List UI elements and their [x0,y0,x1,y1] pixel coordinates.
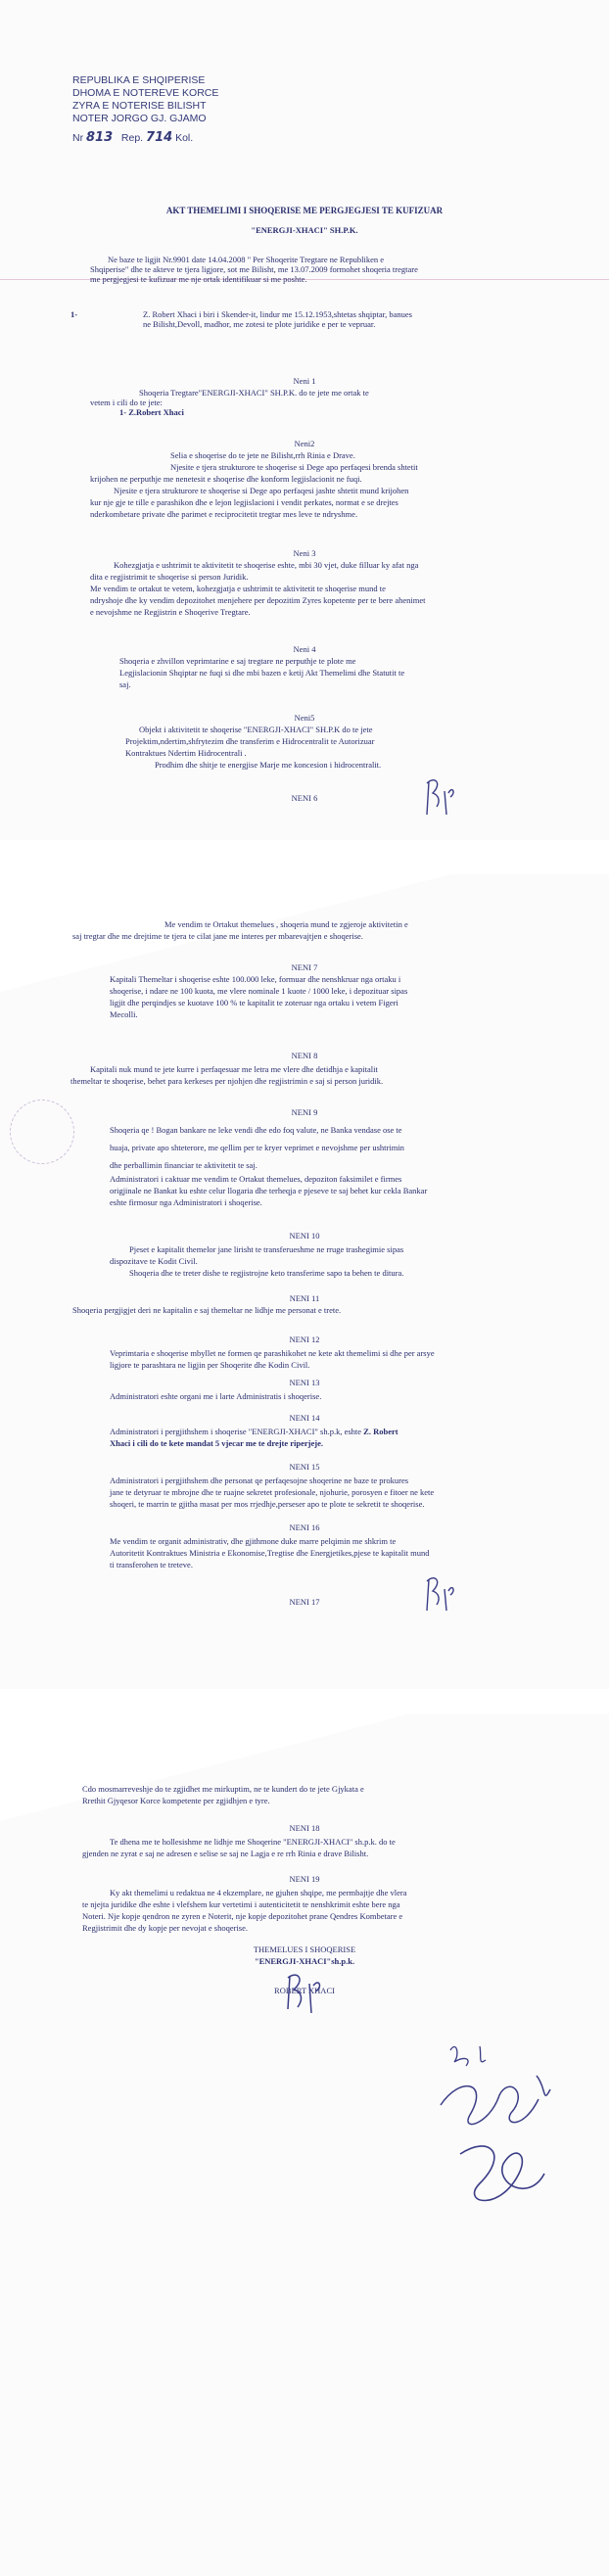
neni-10-line-3: Shoqeria dhe te treter dishe te regjistrojne keto transferime sapo ta behen te ditura. [129,1268,404,1278]
neni-14-line-1 [110,1427,398,1436]
notary-header [72,74,218,145]
neni-18-line-2: gjenden ne zyrat e saj ne adresen e selise se saj ne Lagja e re rrh Rinia e drave Bilisht. [82,1849,369,1858]
neni-2-line-1: Selia e shoqerise do te jete ne Bilisht,rrh Rinia e Drave. [170,450,355,460]
neni-4-line-2: Legjislacionin Shqiptar ne fuqi si dhe mbi bazen e ketij Akt Themelimi dhe Statutit te [119,668,405,678]
document-page-1 [0,0,609,840]
neni-3-heading: Neni 3 [293,548,316,558]
partner-line-2: ne Bilisht,Devoll, madhor, me zotesi te plote juridike e per te vepruar. [143,319,376,329]
initials-signature-icon [421,772,460,820]
neni-13-line-1: Administratori eshte organi me i larte Administratis i shoqerise. [110,1391,322,1401]
neni-10-heading: NENI 10 [289,1231,320,1241]
nr-value: 813 [86,130,114,145]
neni-14-line-2: Xhaci i cili do te kete mandat 5 vjecar me te drejte riperjeje. [110,1438,324,1448]
neni-1-partner: 1- Z.Robert Xhaci [119,407,184,417]
neni-18-heading: NENI 18 [289,1823,320,1833]
founder-company: "ENERGJI-XHACI"sh.p.k. [254,1956,355,1966]
neni-12-heading: NENI 12 [289,1335,320,1344]
neni-8-line-1: Kapitali nuk mund te jete kurre i perfaqesuar me letra me vlere dhe detidhja e kapitalit [90,1064,378,1074]
neni-5-line-3: Kontraktues Ndertim Hidrocentrali . [125,748,247,758]
neni-16-line-1: Me vendim te organit administrativ, dhe gjithmone duke marre pelqimin me shkrim te [110,1536,397,1546]
neni-5-heading: Neni5 [294,713,315,723]
neni-5-line-4: Prodhim dhe shitje te energjise Marje me koncesion i hidrocentralit. [155,760,382,770]
page-title: AKT THEMELIMI I SHOQERISE ME PERGJEGJESI TE KUFIZUAR [165,206,444,215]
p3-top-line-1: Cdo mosmarreveshje do te zgjidhet me mirkuptim, ne te kundert do te jete Gjykata e [82,1784,364,1794]
neni-10-line-1: Pjeset e kapitalit themelor jane lirisht te transferueshme ne rruge trashegimie sipas [129,1244,404,1254]
neni-19-line-2: te njejta juridike dhe eshte i vlefshem kur vertetimi i autenticitetit te nenshkrimit eshte bere nga [82,1899,400,1909]
neni-10-line-2: dispozitave te Kodit Civil. [110,1256,198,1266]
founder-signature-icon [280,1970,329,2017]
partner-number: 1- [70,309,78,319]
neni-2-line-4: Njesite e tjera strukturore te shoqerise si Dege apo perfaqesi jashte shtetit mund krijohen [114,486,409,495]
neni-14-heading: NENI 14 [289,1413,320,1423]
header-line-4: NOTER JORGO GJ. GJAMO [72,113,207,124]
neni-7-line-2: shoqerise, i ndare ne 100 kuota, me vlere nominale 1 kuote / 1000 leke, i depozituar sipas [110,986,408,996]
neni-6-heading: NENI 6 [291,793,318,803]
neni-9-line-5: origjinale ne Bankat ku eshte celur llogaria dhe terheqja e pjeseve te saj behet kur cekla Bankar [110,1186,428,1195]
nr-label: Nr [72,132,84,144]
intro-line-3: me pergjegjesi te kufizuar me nje ortak identifikuar si me poshte. [90,274,307,284]
p3-top-line-2: Rrethit Gjyqesor Korce kompetente per zgjidhjen e tyre. [82,1796,270,1805]
neni-19-heading: NENI 19 [289,1874,320,1884]
neni-11-heading: NENI 11 [289,1293,320,1303]
document-page-2 [0,874,609,1689]
neni-9-line-4: Administratori i caktuar me vendim te Ortakut themelues, depoziton faksimilet e firmes [110,1174,402,1184]
neni-1-line-1: Shoqeria Tregtare"ENERGJI-XHACI" SH.P.K. do te jete me ortak te [139,388,369,398]
neni-8-line-2: themeltar te shoqerise, behet para kerkeses per njohjen dhe regjistrimin e saj si person juridik. [70,1076,384,1086]
intro-line-2: Shqiperise" dhe te akteve te tjera ligjore, sot me Bilisht, me 13.07.2009 formohet shoqeria tregtare [90,264,418,274]
neni-18-line-1: Te dhena me te hollesishme ne lidhje me Shoqerine "ENERGJI-XHACI" sh.p.k. do te [110,1837,396,1847]
neni-15-line-3: shoqeri, te marrin te gjitha masat per mos rrjedhje,perseser apo te plote te sekretit te shoqerise. [110,1499,425,1509]
neni-2-line-6: nderkombetare private dhe parimet e reciprocitetit tregtar mes leve te ndryshme. [90,509,358,519]
neni-15-line-2: jane te detyruar te mbrojne dhe te ruajne sekretet profesionale, njohurie, porosyen e fitoer ne kete [110,1487,435,1497]
neni-2-line-2: Njesite e tjera strukturore te shoqerise si Dege apo perfaqesi brenda shtetit [170,462,418,472]
neni-17-heading: NENI 17 [289,1597,320,1607]
header-line-2: DHOMA E NOTEREVE KORCE [72,87,219,99]
neni-13-heading: NENI 13 [289,1378,320,1387]
neni-8-heading: NENI 8 [291,1051,318,1060]
p2-top-line-2: saj tregtar dhe me drejtime te tjera te cilat jane me interes per mbarevajtjen e shoqerise. [72,931,363,941]
neni-19-line-3: Noteri. Nje kopje qendron ne zyren e Noterit, nje kopje depozitohet prane Qendres Kombetare e [82,1911,403,1921]
neni-4-heading: Neni 4 [293,644,316,654]
neni-3-line-2: dita e regjistrimit te shoqerise si person Juridik. [90,572,249,582]
kol-label: Kol. [175,132,194,144]
neni-16-line-2: Autoritetit Kontraktues Ministria e Ekonomise,Tregtise dhe Energjetikes,pjese te kapitalit mund [110,1548,430,1558]
header-line-3: ZYRA E NOTERISE BILISHT [72,100,207,112]
neni-19-line-4: Regjistrimit dhe dy kopje per nevojat e shoqerise. [82,1923,249,1933]
neni-3-line-4: ndryshoje dhe ky vendim depozitohet menjehere per depozitim Zyres kopetente per te bere ahenimet [90,595,426,605]
neni-9-line-1: Shoqeria qe ! Bogan bankare ne leke vendi dhe edo foq valute, ne Banka vendase ose te [110,1125,402,1135]
neni-7-line-4: Mecolli. [110,1009,138,1019]
neni-4-line-1: Shoqeria e zhvillon veprimtarine e saj tregtare ne perputhje te plote me [119,656,356,666]
founder-name: ROBERT XHACI [274,1986,335,1995]
neni-12-line-1: Veprimtaria e shoqerise mbyllet ne formen qe parashikohet ne kete akt themelimi si dhe per arsye [110,1348,435,1358]
notary-signature-icon [421,2037,568,2232]
neni-12-line-2: ligjore te parashtara ne ligjin per Shoqerite dhe Kodin Civil. [110,1360,310,1370]
intro-line-1: Ne baze te ligjit Nr.9901 date 14.04.2008 " Per Shoqerite Tregtare ne Republiken e [108,255,385,264]
neni-9-line-3: dhe perballimin financiar te aktivitetit te saj. [110,1160,258,1170]
neni-2-line-3: krijohen ne perputhje me nenetesit e shoqerise dhe konform legjislacionit ne fuqi. [90,474,362,484]
registry-line [72,131,218,145]
neni-2-line-5: kur nje gje te tille e parashikon dhe e lejon legjislacioni i vendit perkates, normat e se drejtes [90,497,398,507]
rep-value: 714 [146,130,173,145]
partner-line-1: Z. Robert Xhaci i biri i Skender-it, lindur me 15.12.1953,shtetas shqiptar, banues [143,309,412,319]
initials-signature-icon [421,1571,460,1616]
neni-5-line-2: Projektim,ndertim,shfrytezim dhe transferim e Hidrocentralit te Autorizuar [125,736,375,746]
neni-7-heading: NENI 7 [291,962,318,972]
document-page-3 [0,1713,609,2576]
neni-9-line-6: eshte firmosur nga Administratori i shoqerise. [110,1197,262,1207]
neni-19-line-1: Ky akt themelimi u redaktua ne 4 ekzemplare, ne gjuhen shqipe, me permbajtje dhe vlera [110,1888,407,1897]
header-line-1: REPUBLIKA E SHQIPERISE [72,74,206,86]
company-subtitle: "ENERGJI-XHACI" SH.P.K. [251,225,358,235]
neni-3-line-3: Me vendim te ortakut te vetem, kohezgjatja e ushtrimit te aktivitetit te shoqerise mund te [90,584,386,593]
neni-3-line-5: e nevojshme ne Regjistrin e Shoqerive Tregtare. [90,607,251,617]
neni-9-line-2: huaja, private apo shteterore, me qellim per te kryer veprimet e nevojshme per ushtrimin [110,1143,404,1152]
neni-7-line-1: Kapitali Themeltar i shoqerise eshte 100.000 leke, formuar dhe nenshkruar nga ortaku i [110,974,401,984]
neni-16-heading: NENI 16 [289,1522,320,1532]
neni-14-text-a: Administratori i pergjithshem i shoqerise "ENERGJI-XHACI" sh.p.k, eshte [110,1427,362,1436]
neni-16-line-3: ti transferohen te treteve. [110,1560,193,1569]
neni-11-line-1: Shoqeria pergjigjet deri ne kapitalin e saj themeltar ne lidhje me personat e trete. [72,1305,342,1315]
p2-top-line-1: Me vendim te Ortakut themelues , shoqeria mund te zgjeroje aktivitetin e [164,919,408,929]
neni-7-line-3: ligjit dhe perqindjes se kuotave 100 % te kapitalit te zoteruar nga ortaku i vetem Figeri [110,998,398,1007]
neni-3-line-1: Kohezgjatja e ushtrimit te aktivitetit te shoqerise eshte, mbi 30 vjet, duke filluar ky afat nga [114,560,419,570]
neni-1-heading: Neni 1 [293,376,316,386]
neni-5-line-1: Objekt i aktivitetit te shoqerise "ENERGJI-XHACI" SH.P.K do te jete [139,725,373,734]
neni-4-line-3: saj. [119,679,131,689]
neni-15-heading: NENI 15 [289,1462,320,1472]
neni-14-text-b: Z. Robert [363,1427,398,1436]
neni-2-heading: Neni2 [294,439,315,448]
neni-15-line-1: Administratori i pergjithshem dhe personat qe perfaqesojne shoqerine ne baze te prokures [110,1475,409,1485]
rep-label: Rep. [120,132,144,144]
founder-label: THEMELUES I SHOQERISE [253,1944,356,1954]
neni-9-heading: NENI 9 [291,1107,318,1117]
neni-1-line-2: vetem i cili do te jete: [90,398,163,407]
